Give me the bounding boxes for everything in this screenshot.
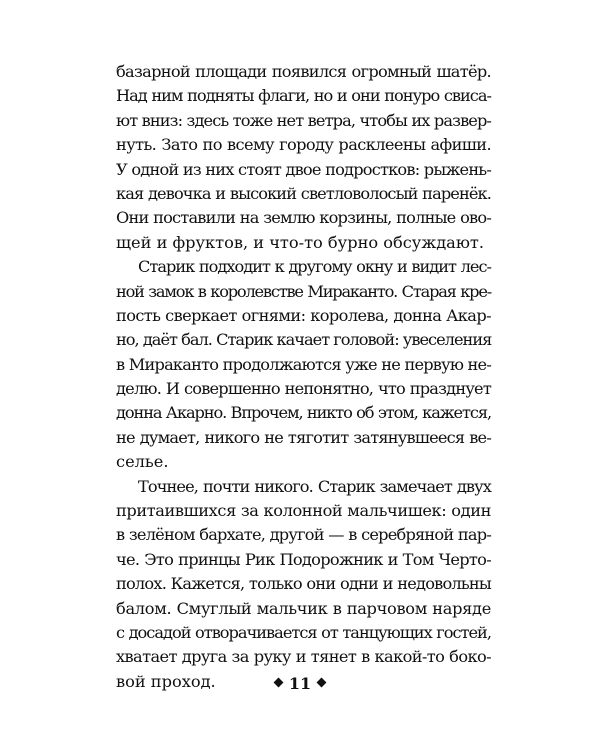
text-line: полох. Кажется, только они одни и недовольны — [116, 574, 491, 594]
text-line: ют вниз: здесь тоже нет ветра, чтобы их развер- — [116, 110, 491, 130]
text-line: Над ним подняты флаги, но и они понуро свиса- — [116, 86, 491, 106]
diamond-icon — [317, 678, 327, 688]
text-line: селье. — [116, 452, 169, 472]
text-line: делю. И совершенно непонятно, что празднует — [116, 379, 491, 399]
text-line: хватает друга за руку и тянет в какой-то боко- — [116, 647, 491, 667]
text-line: У одной из них стоят двое подростков: рыжень- — [116, 159, 491, 179]
text-line: Старик подходит к другому окну и видит лес- — [138, 257, 491, 277]
text-line: Точнее, почти никого. Старик замечает двух — [138, 476, 491, 496]
body-text — [116, 60, 491, 694]
paragraph-1 — [116, 60, 491, 255]
paragraph-3 — [116, 475, 491, 695]
text-line: нуть. Зато по всему городу расклеены афиши. — [116, 135, 491, 155]
text-line: че. Это принцы Рик Подорожник и Том Черто- — [116, 549, 491, 569]
text-line: базарной площади появился огромный шатёр. — [116, 62, 491, 81]
text-line: кая девочка и высокий светловолосый паренёк. — [116, 183, 491, 203]
text-line: притаившихся за колонной мальчишек: один — [116, 501, 491, 521]
text-line: пость сверкает огнями: королева, донна Акар- — [116, 305, 491, 325]
page-number: 11 — [288, 674, 312, 693]
text-line: ной замок в королевстве Мираканто. Старая кре- — [116, 281, 491, 301]
text-line: в Мираканто продолжаются уже не первую не- — [116, 354, 491, 374]
text-line: Они поставили на землю корзины, полные ово- — [116, 208, 491, 228]
text-line: балом. Смуглый мальчик в парчовом наряде — [116, 598, 491, 618]
page-number-footer — [0, 674, 600, 693]
diamond-icon — [273, 678, 283, 688]
text-line: вой проход. — [116, 671, 216, 691]
text-line: с досадой отворачивается от танцующих гостей, — [116, 622, 491, 642]
paragraph-2 — [116, 255, 491, 475]
text-line: не думает, никого не тяготит затянувшееся ве- — [116, 427, 491, 447]
text-line: щей и фруктов, и что-то бурно обсуждают. — [116, 232, 485, 252]
text-line: донна Акарно. Впрочем, никто об этом, кажется, — [116, 403, 491, 423]
text-line: в зелёном бархате, другой — в серебряной пар- — [116, 525, 491, 545]
text-line: но, даёт бал. Старик качает головой: увеселения — [116, 330, 492, 350]
